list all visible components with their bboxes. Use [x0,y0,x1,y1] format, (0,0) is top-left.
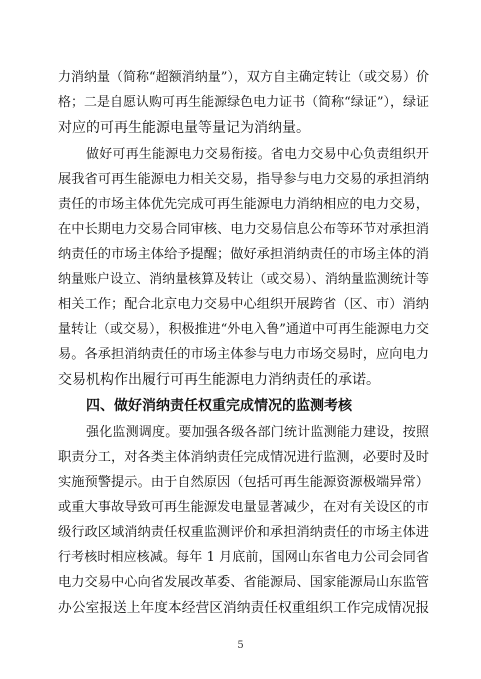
page-number: 5 [237,640,244,651]
text-line: 职责分工，对各类主体消纳责任完成情况进行监测，必要时及时 [58,450,429,465]
text-line: 对应的可再生能源电量等量记为消纳量。 [58,120,310,136]
text-line: 格；二是自愿认购可再生能源绿色电力证书（简称“绿证”），绿证 [58,95,429,110]
text-line: 级行政区域消纳责任权重监测评价和承担消纳责任的市场主体进 [58,525,429,540]
text-line: 纳责任的市场主体给予提醒；做好承担消纳责任的市场主体的消 [58,247,429,262]
text-line: 量转让（或交易），积极推进“外电入鲁”通道中可再生能源电力交 [58,322,429,337]
text-line: 展我省可再生能源电力相关交易，指导参与电力交易的承担消纳 [58,172,429,187]
text-line: 做好可再生能源电力交易衔接。省电力交易中心负责组织开 [86,147,429,162]
text-line: 纳量账户设立、消纳量核算及转让（或交易）、消纳量监测统计等 [58,272,429,287]
text-line: 易。各承担消纳责任的市场主体参与电力市场交易时，应向电力 [58,347,429,362]
text-line: 行考核时相应核减。每年 1 月底前，国网山东省电力公司会同省 [58,550,429,565]
text-line: 电力交易中心向省发展改革委、省能源局、国家能源局山东监管 [58,575,429,590]
text-line: 实施预警提示。由于自然原因（包括可再生能源资源极端异常） [58,475,429,490]
text-line: 在中长期电力交易合同审核、电力交易信息公布等环节对承担消 [58,222,429,237]
section-heading: 四、做好消纳责任权重完成情况的监测考核 [86,398,352,414]
text-line: 相关工作；配合北京电力交易中心组织开展跨省（区、市）消纳 [58,297,429,312]
text-line: 交易机构作出履行可再生能源电力消纳责任的承诺。 [58,372,380,388]
text-line: 力消纳量（简称“超额消纳量”），双方自主确定转让（或交易）价 [58,70,429,85]
text-line: 或重大事故导致可再生能源发电量显著减少，在对有关设区的市 [58,500,429,515]
text-line: 强化监测调度。要加强各级各部门统计监测能力建设，按照 [86,425,429,440]
text-line: 责任的市场主体优先完成可再生能源电力消纳相应的电力交易， [58,197,429,212]
text-line: 办公室报送上年度本经营区消纳责任权重组织工作完成情况报 [58,600,429,616]
